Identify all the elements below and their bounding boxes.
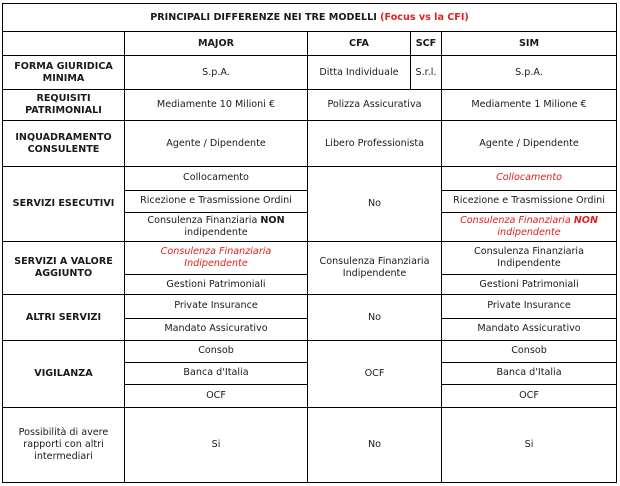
cell-valore-major-1: Consulenza Finanziaria Indipendente [125,241,308,274]
row-label-requisiti: REQUISITI PATRIMONIALI [3,89,125,120]
cell-vigilanza-major-2: Banca d'Italia [125,362,308,384]
esecutivi-sim-3-a: Consulenza Finanziaria [460,214,571,226]
cell-esecutivi-sim-1: Collocamento [442,167,617,190]
cell-altri-sim-2: Mandato Assicurativo [442,318,617,340]
cell-inquadramento-cfa-scf: Libero Professionista [308,120,442,166]
row-requisiti [3,89,617,120]
row-label-altri: ALTRI SERVIZI [3,295,125,340]
cell-requisiti-cfa-scf: Polizza Assicurativa [308,89,442,120]
header-scf: SCF [411,32,442,56]
cell-vigilanza-major-1: Consob [125,340,308,362]
comparison-table [2,3,617,483]
esecutivi-major-3-b: NON [260,214,285,226]
cell-esecutivi-major-3 [125,212,308,241]
cell-inquadramento-major: Agente / Dipendente [125,120,308,166]
cell-altri-sim-1: Private Insurance [442,295,617,318]
cell-possibilita-sim: Si [442,408,617,483]
esecutivi-sim-3-b: NON [573,214,598,226]
header-major: MAJOR [125,32,308,56]
cell-valore-cfa-scf: Consulenza Finanziaria Indipendente [308,241,442,294]
row-inquadramento [3,120,617,166]
row-valore-1 [3,241,617,274]
cell-esecutivi-sim-3 [442,212,617,241]
row-forma [3,56,617,89]
cell-valore-sim-1: Consulenza Finanziaria Indipendente [442,241,617,274]
esecutivi-sim-3-c: indipendente [497,226,561,238]
cell-forma-sim: S.p.A. [442,56,617,89]
cell-altri-major-2: Mandato Assicurativo [125,318,308,340]
cell-inquadramento-sim: Agente / Dipendente [442,120,617,166]
cell-forma-major: S.p.A. [125,56,308,89]
row-altri-1 [3,295,617,318]
column-header-row [3,32,617,56]
cell-altri-major-1: Private Insurance [125,295,308,318]
cell-vigilanza-sim-3: OCF [442,385,617,408]
row-label-esecutivi: SERVIZI ESECUTIVI [3,167,125,242]
cell-valore-sim-2: Gestioni Patrimoniali [442,275,617,295]
row-esecutivi-1 [3,167,617,190]
title-highlight: (Focus vs la CFI) [380,11,469,23]
header-sim: SIM [442,32,617,56]
cell-esecutivi-sim-2: Ricezione e Trasmissione Ordini [442,190,617,212]
cell-vigilanza-sim-1: Consob [442,340,617,362]
esecutivi-major-3-a: Consulenza Finanziaria [147,214,258,226]
header-empty [3,32,125,56]
cell-forma-cfa: Ditta Individuale [308,56,411,89]
cell-forma-scf: S.r.l. [411,56,442,89]
cell-esecutivi-major-2: Ricezione e Trasmissione Ordini [125,190,308,212]
row-label-possibilita: Possibilità di avere rapporti con altri intermediari [3,408,125,483]
cell-possibilita-cfa-scf: No [308,408,442,483]
row-vigilanza-1 [3,340,617,362]
row-possibilita [3,408,617,483]
cell-vigilanza-sim-2: Banca d'Italia [442,362,617,384]
header-cfa: CFA [308,32,411,56]
table-title [3,4,617,32]
row-label-valore: SERVIZI A VALORE AGGIUNTO [3,241,125,294]
cell-esecutivi-cfa-scf: No [308,167,442,242]
cell-requisiti-major: Mediamente 10 Milioni € [125,89,308,120]
title-main: PRINCIPALI DIFFERENZE NEI TRE MODELLI [150,11,377,23]
row-label-vigilanza: VIGILANZA [3,340,125,408]
cell-vigilanza-cfa-scf: OCF [308,340,442,408]
esecutivi-major-3-c: indipendente [184,226,248,238]
cell-esecutivi-major-1: Collocamento [125,167,308,190]
title-row [3,4,617,32]
cell-altri-cfa-scf: No [308,295,442,340]
cell-requisiti-sim: Mediamente 1 Milione € [442,89,617,120]
row-label-forma: FORMA GIURIDICA MINIMA [3,56,125,89]
cell-valore-major-2: Gestioni Patrimoniali [125,275,308,295]
cell-vigilanza-major-3: OCF [125,385,308,408]
row-label-inquadramento: INQUADRAMENTO CONSULENTE [3,120,125,166]
cell-possibilita-major: Si [125,408,308,483]
